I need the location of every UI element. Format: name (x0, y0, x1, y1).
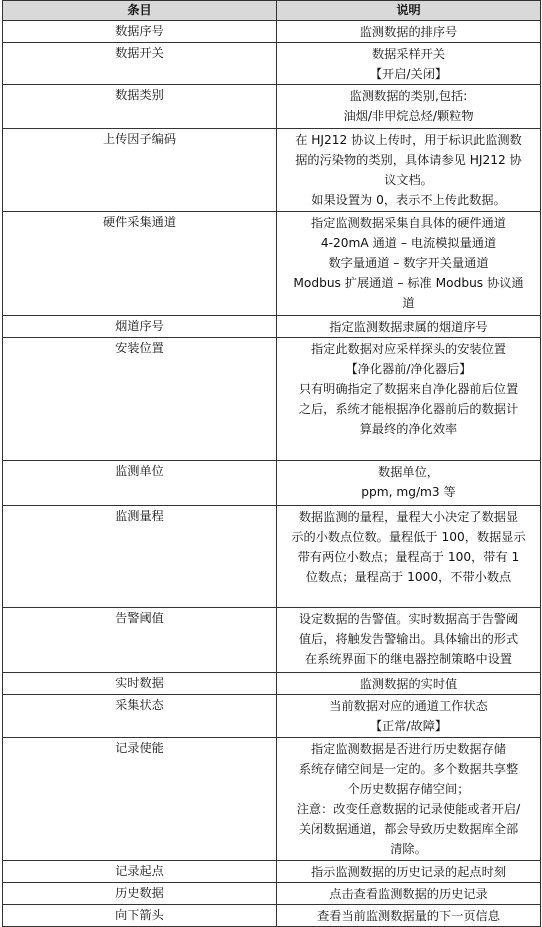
item-cell: 硬件采集通道 (3, 212, 277, 316)
item-cell: 记录使能 (3, 738, 277, 861)
description-line: 指定监测数据采集自具体的硬件通道 (311, 216, 506, 230)
description-cell (277, 905, 541, 927)
table-row (3, 461, 541, 506)
description-line: 点击查看监测数据的历史记录 (329, 887, 488, 901)
item-cell: 监测量程 (3, 506, 277, 608)
description-line: 油烟/非甲烷总烃/颗粒物 (343, 109, 474, 123)
description-line: 之后，系统才能根据净化器前后的数据计 (298, 402, 519, 416)
table-row (3, 861, 541, 883)
table-row (3, 673, 541, 695)
description-line: 位数点；量程高于 1000，不带小数点 (305, 570, 512, 584)
description-line: 在系统界面下的继电器控制策略中设置 (304, 652, 513, 666)
description-line: 数据采样开关 (371, 47, 446, 61)
description-line: 数据单位， (378, 465, 439, 479)
description-line: 数据监测的量程，量程大小决定了数据显 (298, 510, 519, 524)
description-line: 如果设置为 0，表示不上传此数据。 (311, 193, 506, 207)
table-row (3, 883, 541, 905)
description-line: 监测数据的实时值 (359, 677, 458, 691)
item-cell: 实时数据 (3, 673, 277, 695)
item-cell: 安装位置 (3, 338, 277, 461)
description-cell (277, 461, 541, 506)
description-line: 指定此数据对应采样探头的安装位置 (311, 342, 506, 356)
description-line: 【正常/故障】 (369, 719, 448, 733)
item-cell: 采集状态 (3, 695, 277, 738)
item-cell: 烟道序号 (3, 316, 277, 338)
description-line: 算最终的净化效率 (359, 422, 458, 436)
table-row (3, 695, 541, 738)
table-row (3, 21, 541, 43)
item-cell: 告警阈值 (3, 608, 277, 673)
description-line: 数字量通道 – 数字开关量通道 (328, 256, 489, 270)
item-cell: 监测单位 (3, 461, 277, 506)
description-line: 【净化器前/净化器后】 (345, 362, 472, 376)
column-header-description: 说明 (277, 1, 541, 21)
description-line: 道 (402, 296, 415, 310)
description-cell (277, 21, 541, 43)
description-cell (277, 738, 541, 861)
description-line: 指定监测数据隶属的烟道序号 (329, 320, 488, 334)
description-cell (277, 212, 541, 316)
description-cell (277, 608, 541, 673)
table-row (3, 43, 541, 85)
description-line: 带有两位小数点；量程高于 100，带有 1 (297, 550, 520, 564)
description-line: 查看当前监测数据量的下一页信息 (317, 909, 500, 923)
description-line: Modbus 扩展通道 – 标准 Modbus 协议通 (293, 276, 524, 290)
description-line: 注意：改变任意数据的记录使能或者开启/ (296, 802, 521, 816)
description-line: 个历史数据存储空间； (347, 782, 470, 796)
description-line: 指定监测数据是否进行历史数据存储 (311, 742, 506, 756)
description-line: 当前数据对应的通道工作状态 (329, 699, 488, 713)
description-line: 示的小数点位数。量程低于 100，数据显示 (291, 530, 526, 544)
description-line: 监测数据的类别,包括: (349, 89, 468, 103)
column-header-item: 条目 (3, 1, 277, 21)
description-line: 关闭数据通道，都会导致历史数据库全部 (298, 822, 519, 836)
description-line: 设定数据的告警值。实时数据高于告警阈 (298, 612, 519, 626)
description-line: 监测数据的排序号 (359, 25, 458, 39)
description-cell (277, 883, 541, 905)
item-cell: 记录起点 (3, 861, 277, 883)
table-row (3, 738, 541, 861)
item-cell: 向下箭头 (3, 905, 277, 927)
table-row (3, 129, 541, 212)
item-cell: 历史数据 (3, 883, 277, 905)
description-cell (277, 861, 541, 883)
description-line: 【开启/关闭】 (369, 67, 448, 81)
description-cell (277, 85, 541, 129)
description-line: 在 HJ212 协议上传时，用于标识此监测数 (295, 133, 522, 147)
table-row (3, 608, 541, 673)
table-row (3, 212, 541, 316)
description-line: ppm, mg/m3 等 (361, 485, 456, 499)
description-line: 系统存储空间是一定的。多个数据共享整 (298, 762, 519, 776)
description-line: 据的污染物的类别，具体请参见 HJ212 协 (295, 153, 522, 167)
parameter-table (2, 0, 541, 927)
table-row (3, 85, 541, 129)
description-cell (277, 506, 541, 608)
item-cell: 上传因子编码 (3, 129, 277, 212)
table-header-row (3, 1, 541, 21)
description-cell (277, 316, 541, 338)
description-line: 只有明确指定了数据来自净化器前后位置 (298, 382, 519, 396)
description-line: 值后，将触发告警输出。具体输出的形式 (298, 632, 519, 646)
description-cell (277, 43, 541, 85)
description-line: 议文档。 (384, 173, 433, 187)
description-cell (277, 673, 541, 695)
description-line: 清除。 (390, 842, 427, 856)
description-cell (277, 338, 541, 461)
item-cell: 数据开关 (3, 43, 277, 85)
description-line: 4-20mA 通道 – 电流模拟量通道 (320, 236, 497, 250)
table-row (3, 316, 541, 338)
description-line: 指示监测数据的历史记录的起点时刻 (311, 865, 506, 879)
description-cell (277, 129, 541, 212)
item-cell: 数据类别 (3, 85, 277, 129)
table-row (3, 905, 541, 927)
table-row (3, 506, 541, 608)
description-cell (277, 695, 541, 738)
item-cell: 数据序号 (3, 21, 277, 43)
table-row (3, 338, 541, 461)
